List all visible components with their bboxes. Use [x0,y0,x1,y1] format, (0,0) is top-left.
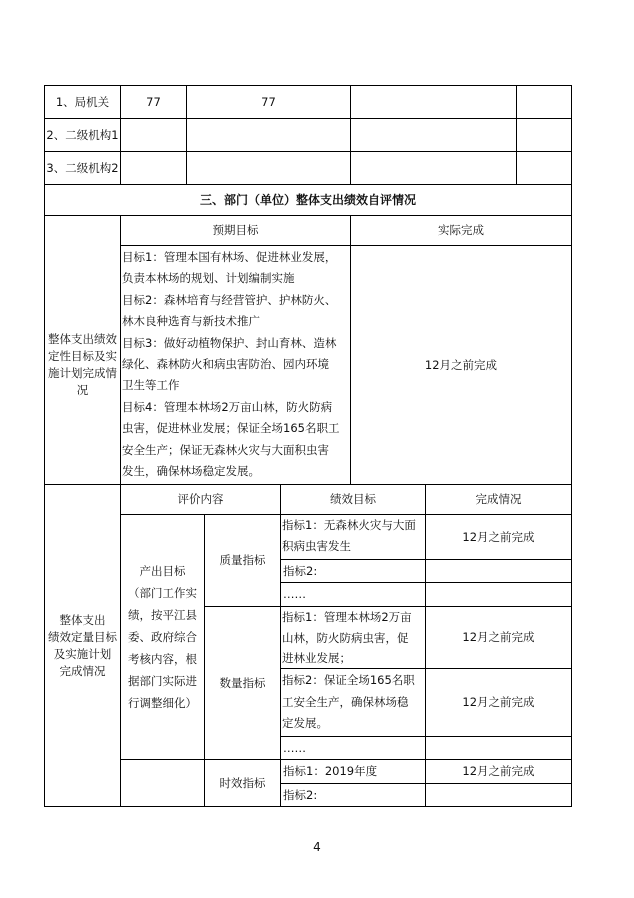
qual-row-label: 整体支出绩效 定性目标及实 施计划完成情 况 [48,332,117,397]
timeliness-ind2: 指标2: [283,787,318,802]
row-label-2: 2、二级机构1 [46,127,119,142]
row-value-1a: 77 [146,94,161,109]
page-number: 4 [313,840,321,854]
quantity-indicator-label: 数量指标 [219,675,266,690]
quality-ind1-status: 12月之前完成 [462,529,535,544]
header-perf-target: 绩效目标 [330,492,376,506]
quantity-ind1-status: 12月之前完成 [462,630,535,644]
header-status: 完成情况 [475,492,522,506]
quality-ind2: 指标2: [283,563,318,578]
row-label-3: 3、二级机构2 [46,160,119,175]
quality-more: …… [283,587,306,601]
quant-row-label: 整体支出 绩效定量目标 及实施计划 完成情况 [48,612,117,678]
quality-indicator-label: 质量指标 [219,553,266,567]
actual-completion: 12月之前完成 [424,357,498,372]
row-value-1b: 77 [261,94,276,109]
quantity-ind2-status: 12月之前完成 [462,695,535,709]
col-actual-header: 实际完成 [438,223,484,237]
quality-ind1: 指标1：无森林火灾与大面 积病虫害发生 [282,518,416,553]
expected-targets: 目标1：管理本国有林场、促进林业发展， 负责本林场的规划、计划编制实施 目标2：森林培育与经营管护、护林防火、 林木良种选育与新技术推广 目标3：做好动植物保护、封山育林、造林 绿化、森林防火和病虫害防治、园内环境 卫生等工作 目标4：管理本林场2万亩山林，防火防病 虫害，促进林业发展；保证全场165名职工 安全生产；保证无森林火灾与大面积虫害 发生，确保林场稳定发展。 [122,250,340,479]
row-label-1: 1、局机关 [55,94,110,109]
timeliness-indicator-label: 时效指标 [219,775,266,790]
quantity-ind2: 指标2：保证全场165名职 工安全生产，确保林场稳 定发展。 [282,673,415,730]
timeliness-ind1-status: 12月之前完成 [462,764,535,778]
section-title: 三、部门（单位）整体支出绩效自评情况 [199,192,416,207]
col-expected-header: 预期目标 [212,223,259,237]
timeliness-ind1: 指标1：2019年度 [283,764,378,778]
output-target-label: 产出目标 （部门工作实 绩，按平江县 委、政府综合 考核内容，根 据部门实际进 行调整细化） [128,564,197,710]
header-eval-content: 评价内容 [177,492,224,506]
quantity-more: …… [283,740,306,755]
quantity-ind1: 指标1：管理本林场2万亩 山林，防火防病虫害，促 进林业发展； [282,610,412,665]
